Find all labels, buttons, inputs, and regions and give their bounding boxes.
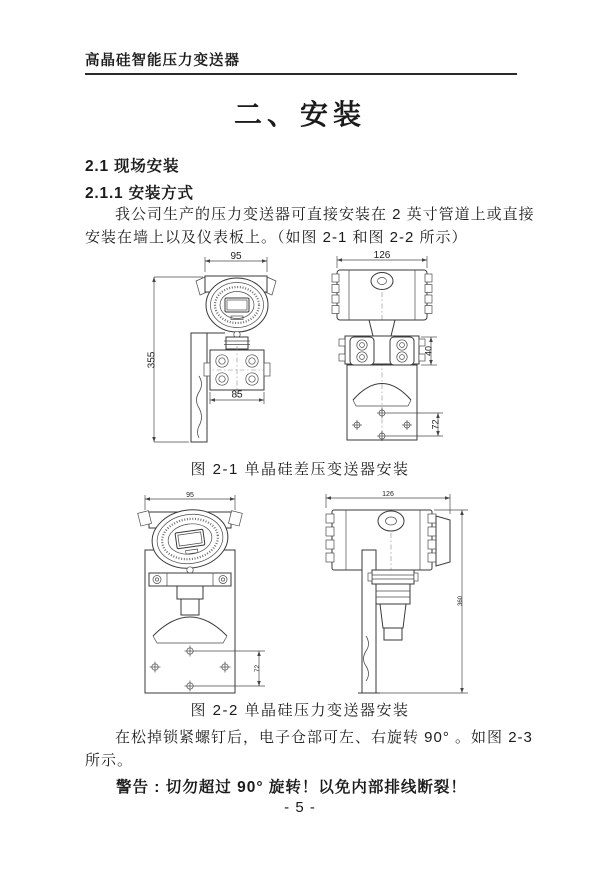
chapter-title: 二、安装 (233, 99, 366, 130)
document-header: 高晶硅智能压力变送器 (85, 49, 517, 75)
dimension-width-95 (145, 492, 235, 510)
figure-caption: 图 2-1 单晶硅差压变送器安装 (190, 461, 410, 478)
paragraph-line: 安装在墙上以及仪表板上。（如图 2-1 和图 2-2 所示） (85, 229, 468, 246)
dimension-label: 355 (146, 351, 158, 369)
figure-caption: 图 2-2 单晶硅压力变送器安装 (190, 702, 410, 719)
figure-2-2-side-view (310, 488, 475, 700)
dimension-label: 85 (231, 389, 243, 401)
dimension-width-95 (205, 251, 267, 272)
dimension-label: 72 (254, 664, 261, 673)
figure-2-1-front-view (145, 250, 320, 455)
transmitter-head (206, 278, 268, 338)
dimension-label: 40 (423, 345, 434, 357)
dimension-width-126 (337, 250, 427, 268)
page-number: - 5 - (284, 799, 316, 816)
body-paragraph-rotation (85, 726, 533, 772)
paragraph-line: 我公司生产的压力变送器可直接安装在 2 英寸管道上或直接 (115, 206, 535, 223)
figure-2-1-side-view (325, 250, 475, 455)
housing-end-cap (436, 516, 450, 566)
process-connection (177, 586, 203, 615)
paragraph-line: 在松掉锁紧螺钉后，电子仓部可左、右旋转 90° 。如图 2-3 (115, 729, 533, 746)
clamp-bar (149, 573, 231, 586)
dimension-label: 72 (430, 419, 441, 430)
top-boss (371, 273, 393, 290)
body-paragraph-installation (85, 203, 535, 249)
section-heading-2-1-1: 2.1.1 安装方式 (85, 185, 194, 202)
paragraph-line: 所示。 (85, 752, 134, 769)
dimension-label: 126 (373, 250, 391, 261)
head-boss (187, 567, 193, 573)
neck (369, 320, 395, 336)
figure-2-2-front-view (123, 488, 310, 700)
dimension-flange-85 (210, 390, 264, 405)
process-flange (339, 336, 425, 365)
section-heading-2-1: 2.1 现场安装 (85, 158, 180, 175)
dimension-label: 126 (382, 491, 394, 498)
dimension-label: 360 (458, 595, 464, 607)
dimension-label: 95 (186, 492, 194, 499)
dimension-label: 95 (230, 251, 242, 262)
warning-text: 警告 : 切勿超过 90° 旋转！以免内部排线断裂！ (116, 779, 467, 796)
top-boss (378, 511, 404, 531)
electronics-housing (326, 510, 450, 570)
dimension-hole-spacing-72 (387, 413, 443, 436)
